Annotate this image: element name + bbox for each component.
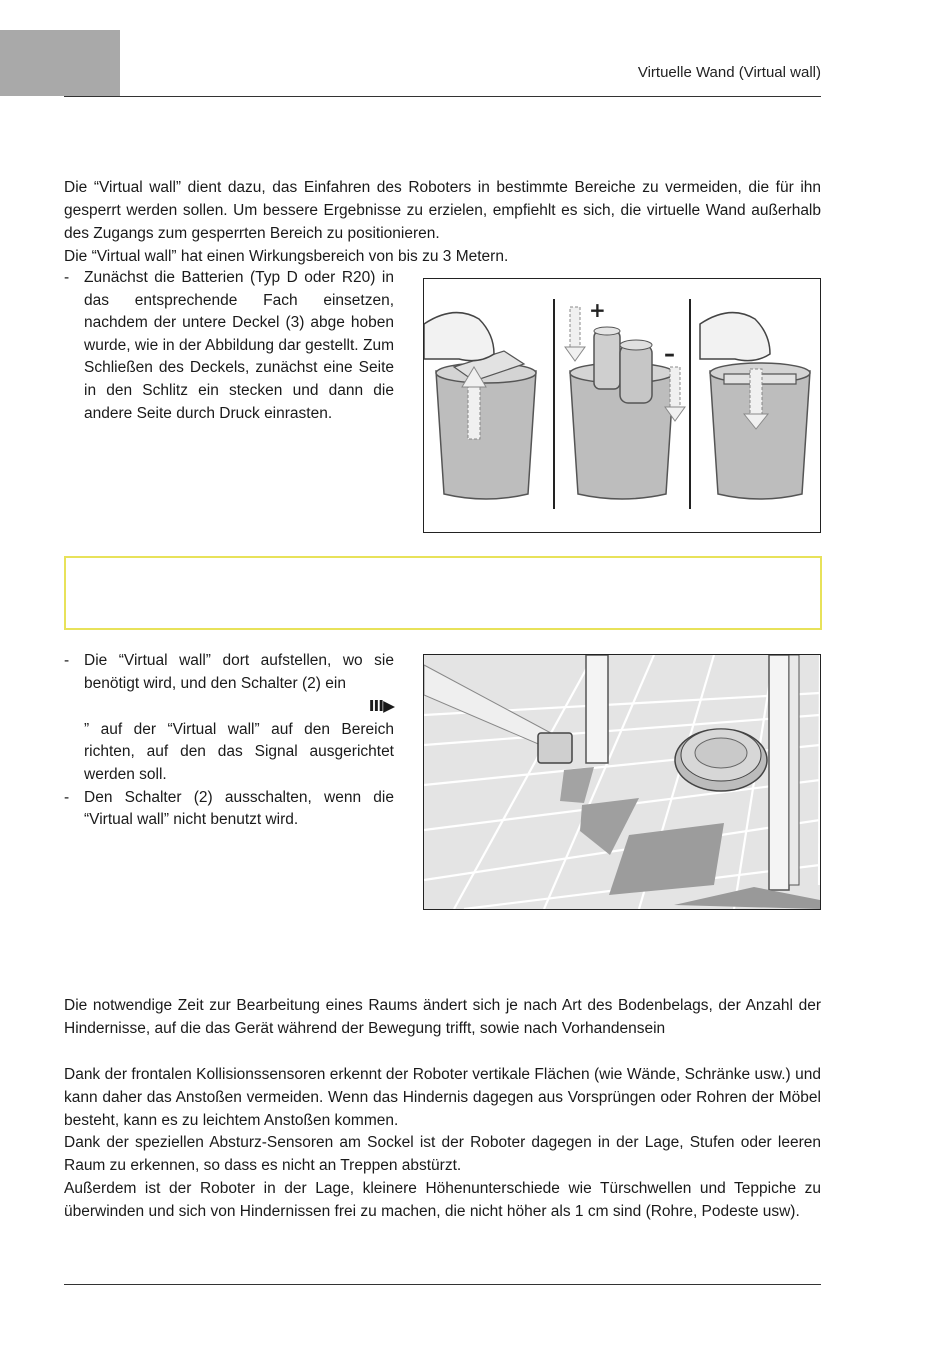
battery-insertion-figure bbox=[423, 278, 821, 533]
footer-rule bbox=[64, 1284, 821, 1285]
operation-paragraph-cliff: Dank der speziellen Absturz-Sensoren am Sockel ist der Roboter dagegen in der Lage, Stufen oder leeren Raum zu erkennen, so dass es nicht an Treppen abstürzt. bbox=[64, 1134, 821, 1174]
usage-step-item: - Den Schalter (2) ausschalten, wenn die “Virtual wall” nicht benutzt wird. bbox=[64, 787, 394, 832]
page-header-title: Virtuelle Wand (Virtual wall) bbox=[637, 64, 821, 81]
operation-paragraph-obstacles: Außerdem ist der Roboter in der Lage, kleinere Höhenunterschiede wie Türschwellen und Teppiche zu überwinden und sich von Hindernissen frei zu machen, die nicht höher als 1 cm sind (Rohre, Podeste usw). bbox=[64, 1180, 821, 1220]
minus-label: – bbox=[664, 342, 675, 367]
intro-paragraph: Die “Virtual wall” dient dazu, das Einfahren des Roboters in bestimmte Bereiche zu vermeiden, die für ihn gesperrt werden sollen. Um bessere Ergebnisse zu erzielen, empfiehlt es sich, die virtuelle Wand außerhalb des Zugangs zum gesperrten Bereich zu positionieren. bbox=[64, 179, 821, 242]
page-corner-tab bbox=[0, 30, 120, 96]
header-rule bbox=[64, 96, 821, 97]
operation-paragraph-collision: Dank der frontalen Kollisionssensoren erkennt der Roboter vertikale Flächen (wie Wände, Schränke usw.) und kann daher das Anstoßen vermeiden. Wenn das Hindernis dagegen aus Vorsprüngen oder Rohren der Möbel besteht, kann es zu leichtem Anstoßen kommen. bbox=[64, 1066, 821, 1129]
battery-illustration bbox=[424, 279, 820, 532]
battery-step-list bbox=[64, 267, 394, 425]
range-paragraph: Die “Virtual wall” hat einen Wirkungsbereich von bis zu 3 Metern. bbox=[64, 248, 509, 265]
floor-illustration bbox=[424, 655, 820, 909]
signal-symbol-icon: III▶ bbox=[368, 697, 394, 716]
usage-step-item bbox=[64, 650, 394, 787]
note-box bbox=[64, 556, 822, 630]
usage-step-list bbox=[64, 650, 394, 832]
battery-step-item: - Zunächst die Batterien (Typ D oder R20) in das entsprechende Fach einsetzen, nachdem der untere Deckel (3) abge hoben wurde, wie in der Abbildung dar gestellt. Zum Schließen des Deckels, zunächst eine Seite in den Schlitz ein stecken und dann die andere Seite durch Druck einrasten. bbox=[64, 267, 394, 425]
operation-paragraph-time: Die notwendige Zeit zur Bearbeitung eines Raums ändert sich je nach Art des Bodenbelags, der Anzahl der Hindernisse, auf die das Gerät während der Bewegung trifft, sowie nach Vorhandensein bbox=[64, 997, 821, 1037]
virtual-wall-placement-figure bbox=[423, 654, 821, 910]
usage-step-text-start: Die “Virtual wall” dort aufstellen, wo sie benötigt wird, und den Schalter (2) ein bbox=[84, 652, 394, 692]
usage-step-text-end: ” auf der “Virtual wall” auf den Bereich richten, auf den das Signal ausgerichtet werden soll. bbox=[84, 720, 394, 783]
plus-label: + bbox=[589, 298, 606, 322]
